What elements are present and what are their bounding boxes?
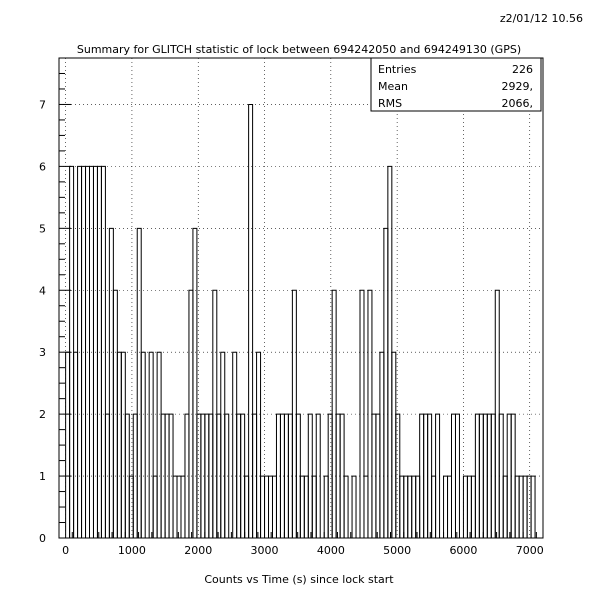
histogram-bin [404,476,408,538]
histogram-bin [352,476,356,538]
chart-title: Summary for GLITCH statistic of lock between 694242050 and 694249130 (GPS) [76,43,522,56]
x-tick-label: 3000 [250,544,279,557]
histogram-bin [364,476,368,538]
y-axis [39,58,71,545]
histogram-bin [249,104,253,538]
histogram-layer [66,104,535,538]
histogram-bin [269,476,273,538]
y-tick-label: 2 [39,408,46,422]
histogram-bin [205,414,209,538]
histogram-bin [265,476,269,538]
histogram-bin [519,476,523,538]
histogram-bin [408,476,412,538]
histogram-bin [304,476,308,538]
x-tick-label: 0 [62,544,70,557]
histogram-bin [225,414,229,538]
x-tick-label: 4000 [316,544,345,557]
y-tick-label: 6 [39,160,46,174]
x-tick-label: 5000 [383,544,412,557]
histogram-bin [257,352,261,538]
histogram-bin [436,414,440,538]
histogram-bin [463,476,467,538]
y-tick-label: 0 [39,532,46,545]
histogram-bin [527,476,531,538]
histogram-bin [209,414,213,538]
histogram-bin [412,476,416,538]
histogram-bin [455,414,459,538]
stats-label: RMS [378,97,403,110]
histogram-bin [141,352,145,538]
histogram-bin [149,352,153,538]
histogram-bin [444,476,448,538]
histogram-bin [261,476,265,538]
plot-frame [59,58,543,538]
stats-value: 2066, [501,97,533,110]
histogram-bin [189,290,193,538]
histogram-bin [392,352,396,538]
histogram-bin [185,414,189,538]
x-tick-label: 7000 [515,544,544,557]
y-tick-label: 7 [39,98,46,112]
histogram-bin [400,476,404,538]
histogram-bin [221,352,225,538]
histogram-bin [531,476,535,538]
stats-label: Mean [378,80,408,93]
histogram-bin [177,476,181,538]
histogram-bin [503,476,507,538]
histogram-bin [233,352,237,538]
histogram-bin [515,476,519,538]
histogram-bin [157,352,161,538]
histogram-bin [452,414,456,538]
histogram-bin [201,414,205,538]
stats-value: 2929, [501,80,533,93]
histogram-bin [181,476,185,538]
histogram-bin [432,476,436,538]
histogram-bin [66,352,70,538]
y-tick-label: 4 [39,284,46,298]
histogram-bin [272,476,276,538]
timestamp: z2/01/12 10.56 [499,12,583,25]
x-tick-label: 1000 [117,544,146,557]
histogram-bin [241,414,245,538]
x-tick-label: 6000 [449,544,478,557]
y-tick-label: 5 [39,222,46,236]
stats-value: 226 [512,63,533,76]
histogram-bin [109,228,113,538]
histogram-bin [312,476,316,538]
y-tick-label: 1 [39,470,46,484]
histogram-bin [416,476,420,538]
histogram-bin [153,476,157,538]
histogram-bin [117,352,121,538]
x-axis-label: Counts vs Time (s) since lock start [204,573,394,586]
histogram-bin [213,290,217,538]
histogram-bin [384,228,388,538]
stats-box [371,58,541,111]
histogram-bin [173,476,177,538]
stats-label: Entries [378,63,417,76]
grid-layer [59,58,543,538]
histogram-bin [344,476,348,538]
histogram-bin [448,476,452,538]
histogram-bin [137,228,141,538]
x-tick-label: 2000 [184,544,213,557]
histogram-bin [380,352,384,538]
histogram-bin [324,476,328,538]
histogram-bin [197,414,201,538]
histogram-bin [121,352,125,538]
histogram-bin [74,352,78,538]
histogram-bin [300,476,304,538]
histogram-bin [467,476,471,538]
y-tick-label: 3 [39,346,46,360]
histogram-bin [193,228,197,538]
histogram-bin [217,414,221,538]
histogram-bin [523,476,527,538]
histogram-bin [245,476,249,538]
histogram-bin [471,476,475,538]
histogram-bin [129,476,133,538]
histogram-bin [237,414,241,538]
